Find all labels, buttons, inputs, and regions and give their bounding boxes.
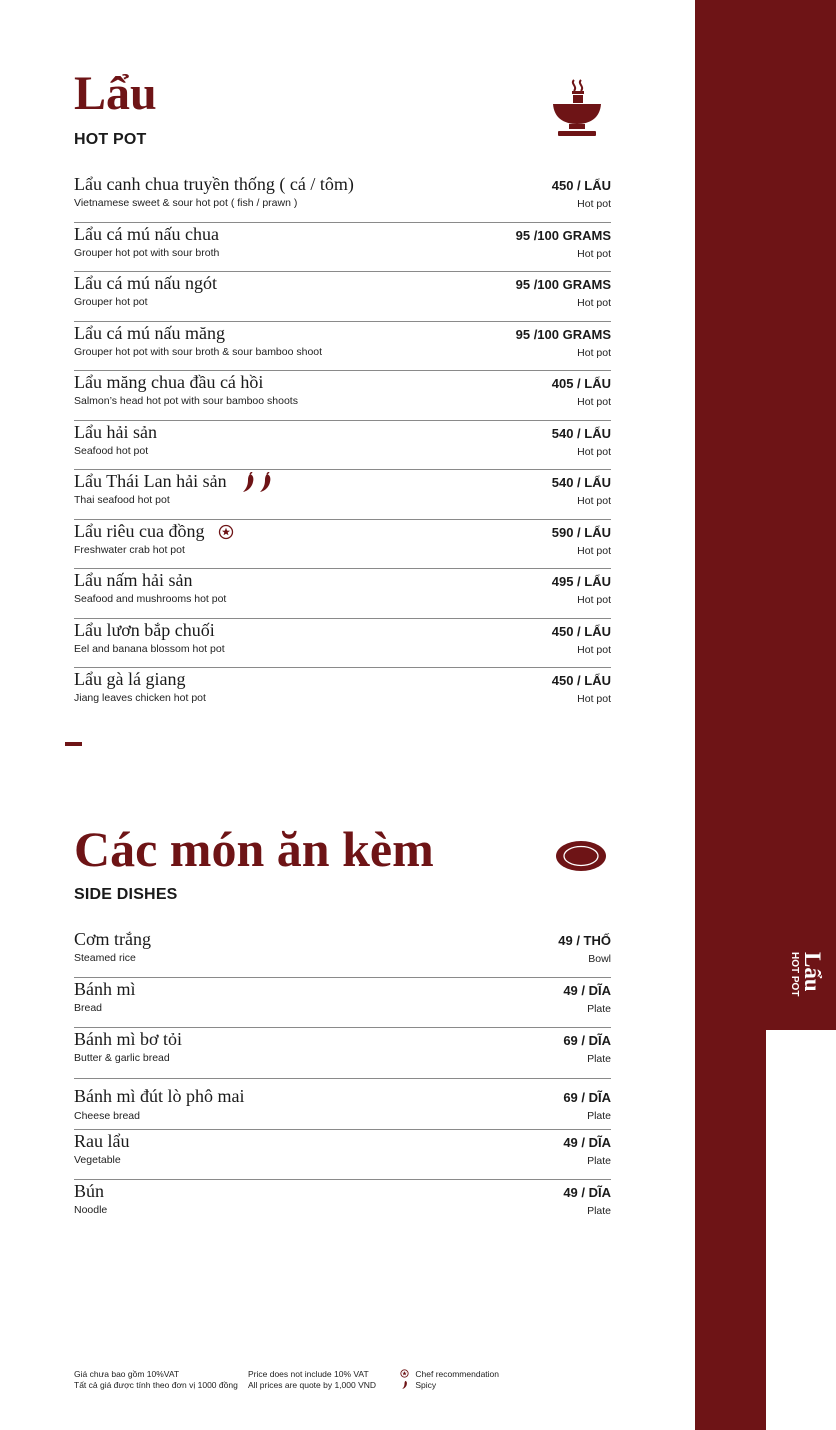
- menu-item[interactable]: [74, 520, 611, 570]
- item-unit: Hot pot: [577, 198, 611, 210]
- item-desc: Eel and banana blossom hot pot: [74, 642, 225, 655]
- item-desc: Noodle: [74, 1204, 108, 1216]
- menu-item[interactable]: [74, 1079, 611, 1130]
- item-desc: Butter & garlic bread: [74, 1052, 170, 1064]
- item-name: Bún: [74, 1181, 105, 1201]
- item-name: Lẩu măng chua đầu cá hồi: [74, 372, 264, 392]
- item-price: 495 / LẨU: [551, 574, 611, 589]
- item-unit: Hot pot: [577, 643, 611, 656]
- chef-recommendation-icon: [218, 524, 234, 540]
- item-price: 540 / LẨU: [551, 475, 611, 490]
- item-desc: Salmon’s head hot pot with sour bamboo shoots: [74, 395, 298, 407]
- item-name-wrap: [74, 521, 234, 542]
- item-unit: Plate: [587, 1205, 611, 1217]
- menu-item[interactable]: [74, 223, 611, 273]
- section-divider-mark: [65, 742, 82, 746]
- menu-item[interactable]: [74, 978, 611, 1028]
- item-desc: Grouper hot pot with sour broth: [74, 246, 220, 259]
- chef-recommendation-icon: [400, 1369, 409, 1378]
- item-price: 95 /100 GRAMS: [515, 326, 611, 342]
- item-desc: Thai seafood hot pot: [74, 494, 170, 506]
- item-name-wrap: [74, 471, 275, 494]
- sides-subtitle: SIDE DISHES: [74, 886, 178, 903]
- menu-item[interactable]: [74, 470, 611, 520]
- item-name: Bánh mì đút lò phô mai: [74, 1086, 245, 1106]
- footer-vn-notes: [74, 1369, 238, 1391]
- item-unit: Hot pot: [577, 297, 611, 309]
- item-name: Lẩu cá mú nấu ngót: [74, 273, 217, 293]
- item-unit: Hot pot: [577, 247, 611, 260]
- menu-item[interactable]: [74, 668, 611, 718]
- item-price: 450 / LẨU: [551, 673, 611, 688]
- item-name: Rau lẩu: [74, 1131, 130, 1151]
- menu-item[interactable]: [74, 569, 611, 619]
- item-desc: Vietnamese sweet & sour hot pot ( fish / prawn ): [74, 197, 298, 209]
- item-unit: Plate: [587, 1155, 611, 1167]
- footer-legend: [400, 1369, 499, 1391]
- item-price: 69 / DĨA: [563, 1090, 611, 1105]
- item-price: 49 / THỐ: [558, 933, 611, 948]
- item-desc: Grouper hot pot with sour broth & sour bamboo shoot: [74, 345, 323, 358]
- item-desc: Freshwater crab hot pot: [74, 543, 185, 556]
- footer-en-line2: All prices are quote by 1,000 VND: [248, 1380, 377, 1390]
- item-name: Lẩu Thái Lan hải sản: [74, 471, 227, 491]
- legend-chef-row: [400, 1369, 499, 1380]
- item-name: Lẩu hải sản: [74, 421, 157, 442]
- item-price: 95 /100 GRAMS: [515, 227, 611, 243]
- hotpot-title: Lẩu: [74, 67, 157, 120]
- side-tab-title: Lẩu: [800, 952, 825, 992]
- legend-spicy-label: Spicy: [415, 1380, 437, 1390]
- sides-list: [74, 928, 611, 1230]
- item-unit: Bowl: [588, 953, 611, 965]
- menu-item[interactable]: [74, 322, 611, 372]
- footer-vn-line1: Giá chưa bao gồm 10%VAT: [74, 1369, 180, 1379]
- item-desc: Jiang leaves chicken hot pot: [74, 692, 206, 704]
- side-tab-hotpot[interactable]: [778, 948, 826, 1008]
- item-unit: Hot pot: [577, 445, 611, 458]
- item-price: 540 / LẨU: [551, 425, 611, 441]
- menu-item[interactable]: [74, 1028, 611, 1079]
- item-unit: Plate: [587, 1053, 611, 1065]
- legend-spicy-row: [400, 1380, 499, 1391]
- hotpot-icon: [550, 78, 604, 138]
- item-desc: Seafood and mushrooms hot pot: [74, 593, 227, 605]
- item-name: Lẩu riêu cua đồng: [74, 520, 205, 541]
- item-desc: Vegetable: [74, 1154, 121, 1166]
- side-tab-subtitle: HOT POT: [789, 952, 800, 997]
- item-name: Lẩu nấm hải sản: [74, 570, 193, 590]
- item-unit: Hot pot: [577, 495, 611, 507]
- item-unit: Hot pot: [577, 346, 611, 359]
- item-unit: Hot pot: [577, 544, 611, 557]
- spicy-icon: [400, 1380, 409, 1389]
- legend-chef-label: Chef recommendation: [415, 1369, 500, 1379]
- item-name: Cơm trắng: [74, 929, 152, 949]
- item-name: Lẩu gà lá giang: [74, 669, 186, 689]
- item-price: 450 / LẨU: [551, 178, 611, 193]
- hotpot-list: [74, 173, 611, 718]
- item-price: 405 / LẨU: [551, 376, 611, 391]
- item-unit: Plate: [587, 1110, 611, 1122]
- item-unit: Hot pot: [577, 594, 611, 606]
- item-price: 95 /100 GRAMS: [515, 277, 611, 292]
- item-name: Bánh mì bơ tỏi: [74, 1029, 183, 1049]
- menu-item[interactable]: [74, 272, 611, 322]
- menu-item[interactable]: [74, 619, 611, 669]
- footer-vn-line2: Tất cả giá được tính theo đơn vị 1000 đồng: [74, 1380, 238, 1390]
- menu-item[interactable]: [74, 173, 611, 223]
- item-desc: Steamed rice: [74, 952, 136, 964]
- item-name: Lẩu cá mú nấu măng: [74, 322, 225, 343]
- item-unit: Hot pot: [577, 396, 611, 408]
- item-unit: Plate: [587, 1003, 611, 1015]
- menu-item[interactable]: [74, 371, 611, 421]
- item-price: 49 / DĨA: [563, 1135, 611, 1150]
- item-price: 69 / DĨA: [563, 1033, 611, 1048]
- item-name: Lẩu canh chua truyền thống ( cá / tôm): [74, 174, 354, 194]
- item-desc: Cheese bread: [74, 1110, 140, 1122]
- footer-en-line1: Price does not include 10% VAT: [248, 1369, 369, 1379]
- item-name: Lẩu cá mú nấu chua: [74, 223, 219, 244]
- menu-item[interactable]: [74, 421, 611, 471]
- spicy-icon: [241, 472, 275, 494]
- menu-item[interactable]: [74, 1130, 611, 1180]
- side-band-gap: [766, 1030, 836, 1430]
- item-price: 590 / LẨU: [551, 524, 611, 540]
- menu-item[interactable]: [74, 928, 611, 978]
- item-desc: Seafood hot pot: [74, 444, 149, 457]
- item-price: 49 / DĨA: [563, 1185, 611, 1200]
- footer-en-notes: [248, 1369, 376, 1391]
- item-price: 450 / LẨU: [551, 623, 611, 639]
- item-price: 49 / DĨA: [563, 983, 611, 998]
- item-unit: Hot pot: [577, 693, 611, 705]
- item-desc: Grouper hot pot: [74, 296, 148, 308]
- plate-icon: [555, 840, 607, 872]
- item-name: Bánh mì: [74, 979, 136, 999]
- sides-title: Các món ăn kèm: [74, 821, 434, 877]
- item-desc: Bread: [74, 1002, 103, 1014]
- item-name: Lẩu lươn bắp chuối: [74, 619, 215, 640]
- menu-item[interactable]: [74, 1180, 611, 1230]
- hotpot-subtitle: HOT POT: [74, 131, 147, 148]
